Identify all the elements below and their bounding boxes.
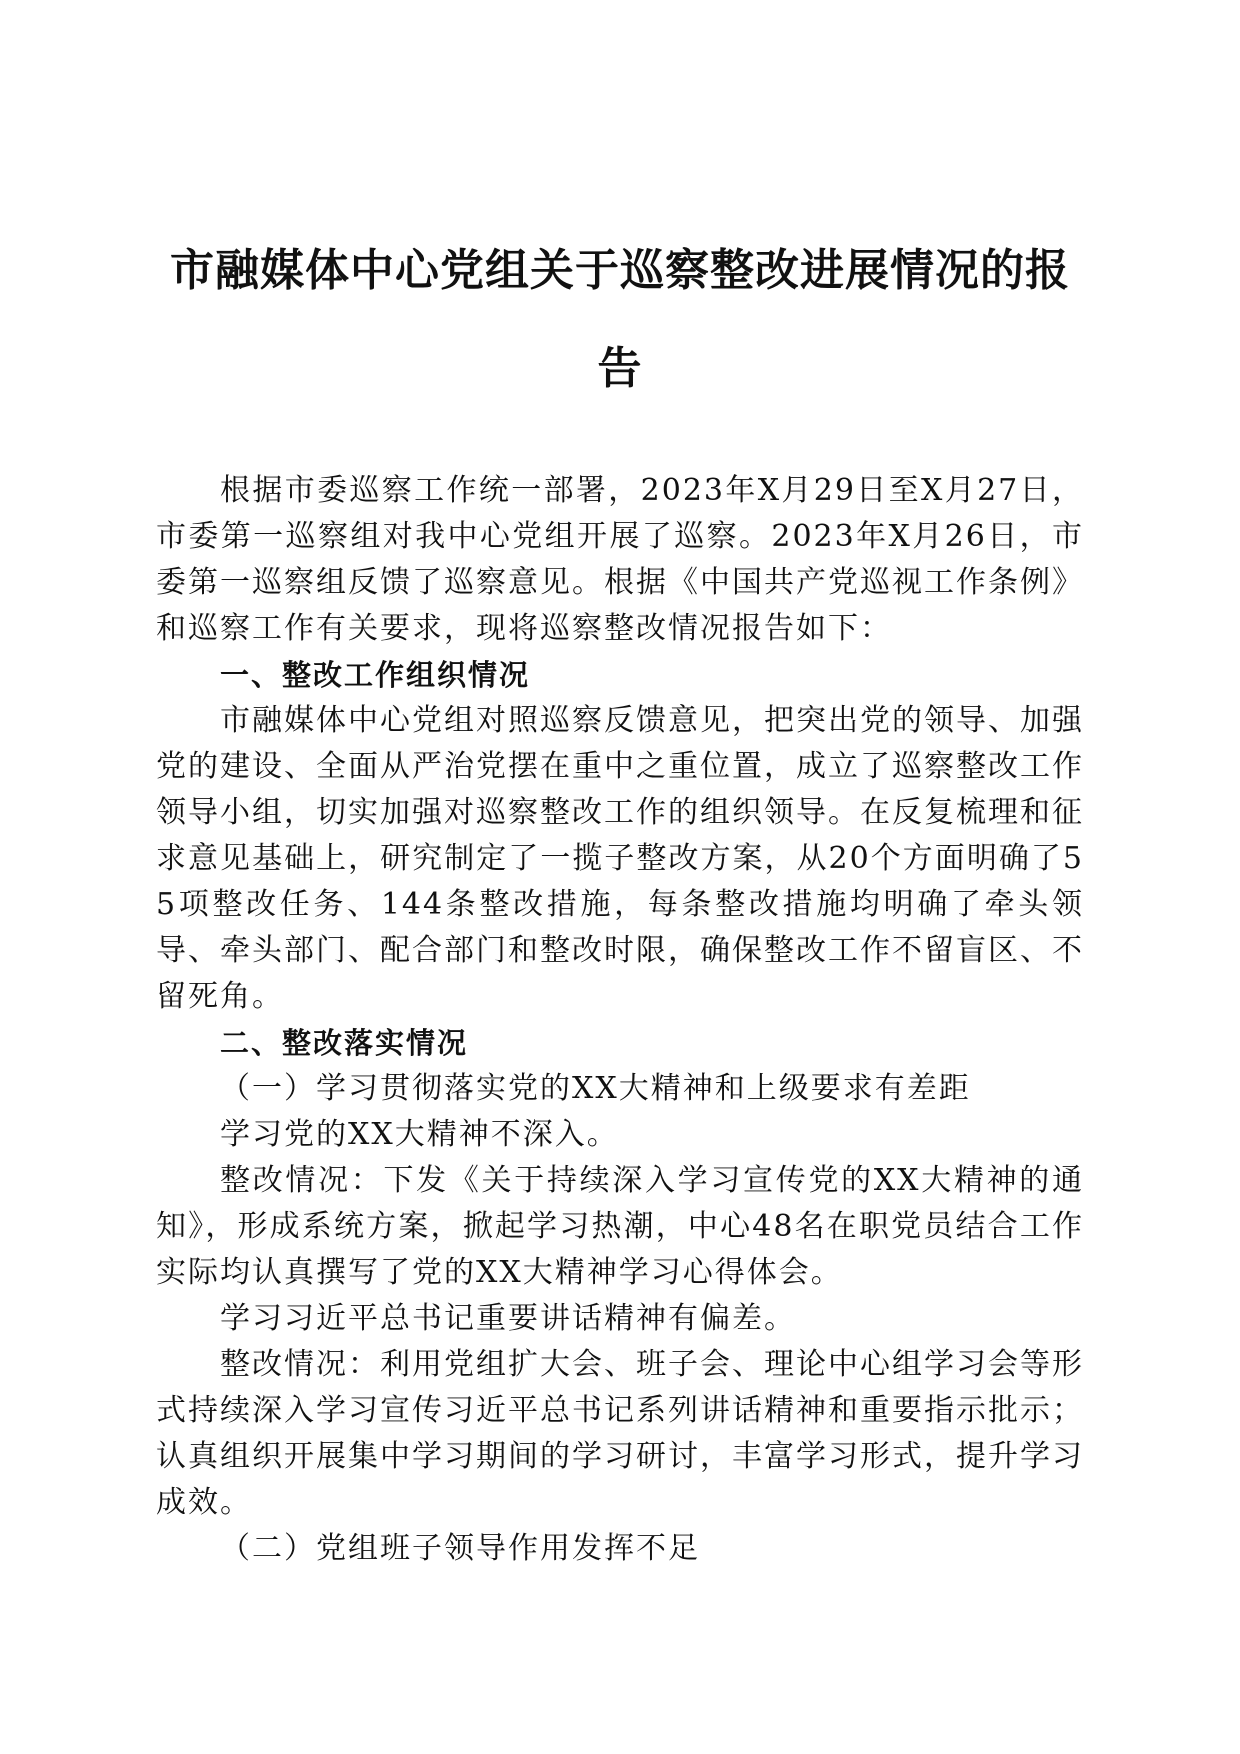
subsection-heading-1: （一）学习贯彻落实党的XX大精神和上级要求有差距 (220, 1071, 971, 1106)
section-1-paragraph: 市融媒体中心党组对照巡察反馈意见，把突出党的领导、加强党的建设、全面从严治党摆在重中之重位置，成立了巡察整改工作领导小组，切实加强对巡察整改工作的组织领导。在反复梳理和征求意见基础上，研究制定了一揽子整改方案，从20个方面明确了55项整改任务、144条整改措施，每条整改措施均明确了牵头领导、牵头部门、配合部门和整改时限，确保整改工作不留盲区、不留死角。 (156, 703, 1084, 1014)
rectification-1: 整改情况：下发《关于持续深入学习宣传党的XX大精神的通知》，形成系统方案，掀起学习热潮，中心48名在职党员结合工作实际均认真撰写了党的XX大精神学习心得体会。 (156, 1163, 1084, 1290)
rectification-2: 整改情况：利用党组扩大会、班子会、理论中心组学习会等形式持续深入学习宣传习近平总书记系列讲话精神和重要指示批示；认真组织开展集中学习期间的学习研讨，丰富学习形式，提升学习成效。 (156, 1347, 1084, 1520)
issue-1: 学习党的XX大精神不深入。 (220, 1117, 619, 1152)
section-heading-1: 一、整改工作组织情况 (220, 658, 531, 692)
section-heading-2: 二、整改落实情况 (220, 1026, 469, 1060)
intro-paragraph: 根据市委巡察工作统一部署，2023年X月29日至X月27日，市委第一巡察组对我中心党组开展了巡察。2023年X月26日，市委第一巡察组反馈了巡察意见。根据《中国共产党巡视工作条例》和巡察工作有关要求，现将巡察整改情况报告如下： (156, 473, 1084, 646)
issue-2: 学习习近平总书记重要讲话精神有偏差。 (220, 1301, 796, 1336)
document-body (156, 468, 1084, 1572)
document-title: 市融媒体中心党组关于巡察整改进展情况的报告 (170, 245, 1070, 394)
subsection-heading-2: （二）党组班子领导作用发挥不足 (220, 1531, 700, 1566)
